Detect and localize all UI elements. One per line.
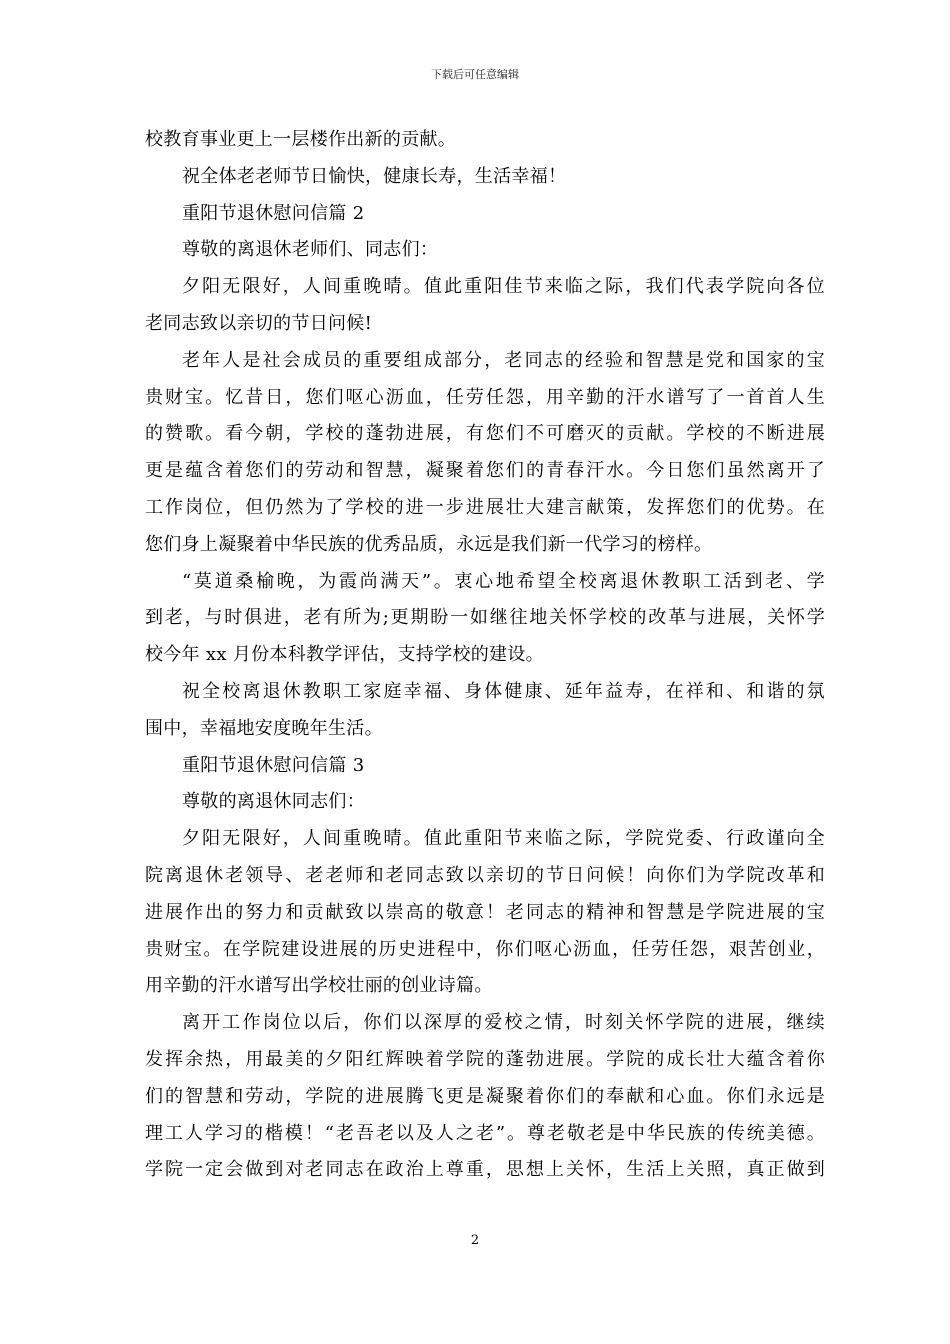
text-line: 工作岗位，但仍然为了学校的进一步进展壮大建言献策，发挥您们的优势。在 xyxy=(145,496,825,518)
text-line: 发挥余热，用最美的夕阳红辉映着学院的蓬勃进展。学院的成长壮大蕴含着你 xyxy=(145,1048,825,1070)
salutation: 尊敬的离退休同志们： xyxy=(182,791,365,813)
text-line: 用辛勤的汗水谱写出学校壮丽的创业诗篇。 xyxy=(145,975,493,997)
text-line: 老年人是社会成员的重要组成部分，老同志的经验和智慧是党和国家的宝 xyxy=(182,349,825,371)
text-line: 到老，与时俱进，老有所为;更期盼一如继往地关怀学校的改革与进展，关怀学 xyxy=(145,607,825,629)
text-line: 的赞歌。看今朝，学校的蓬勃进展，有您们不可磨灭的贡献。学校的不断进展 xyxy=(145,423,825,445)
section-heading: 重阳节退休慰问信篇 3 xyxy=(182,754,365,776)
text-line: 夕阳无限好，人间重晚晴。值此重阳佳节来临之际，我们代表学院向各位 xyxy=(182,276,825,298)
text-line: 校今年 xx 月份本科教学评估，支持学校的建设。 xyxy=(145,644,544,666)
text-line: 贵财宝。在学院建设进展的历史进程中，你们呕心沥血，任劳任怨，艰苦创业， xyxy=(145,938,825,960)
text-line: 祝全体老老师节日愉快，健康长寿，生活幸福！ xyxy=(182,165,567,187)
text-line: 校教育事业更上一层楼作出新的贡献。 xyxy=(145,129,457,150)
page-number: 2 xyxy=(470,1233,480,1248)
text-line: 理工人学习的楷模！“老吾老以及人之老”。尊老敬老是中华民族的传统美德。 xyxy=(145,1122,825,1144)
text-line: 进展作出的努力和贡献致以崇高的敬意！老同志的精神和智慧是学院进展的宝 xyxy=(145,901,825,923)
text-line: 离开工作岗位以后，你们以深厚的爱校之情，时刻关怀学院的进展，继续 xyxy=(182,1012,825,1034)
text-line: 老同志致以亲切的节日问候! xyxy=(145,312,373,334)
text-line: 围中，幸福地安度晚年生活。 xyxy=(145,717,383,739)
text-line: 贵财宝。忆昔日，您们呕心沥血，任劳任怨，用辛勤的汗水谱写了一首首人生 xyxy=(145,386,825,408)
salutation: 尊敬的离退休老师们、同志们： xyxy=(182,239,439,261)
text-line: “莫道桑榆晚，为霞尚满天”。衷心地希望全校离退休教职工活到老、学 xyxy=(182,570,825,592)
text-line: 更是蕴含着您们的劳动和智慧，凝聚着您们的青春汗水。今日您们虽然离开了 xyxy=(145,460,825,482)
text-line: 夕阳无限好，人间重晚晴。值此重阳节来临之际，学院党委、行政谨向全 xyxy=(182,828,825,850)
text-line: 您们身上凝聚着中华民族的优秀品质，永远是我们新一代学习的榜样。 xyxy=(145,533,713,555)
section-heading: 重阳节退休慰问信篇 2 xyxy=(182,202,365,224)
document-body xyxy=(145,122,825,1189)
page-header: 下载后可任意编辑 xyxy=(431,68,519,81)
text-line: 们的智慧和劳动，学院的进展腾飞更是凝聚着你们的奉献和心血。你们永远是 xyxy=(145,1085,825,1107)
text-line: 院离退休老领导、老老师和老同志致以亲切的节日问候！向你们为学院改革和 xyxy=(145,864,825,886)
text-line: 学院一定会做到对老同志在政治上尊重，思想上关怀，生活上关照，真正做到 xyxy=(145,1159,825,1181)
text-line: 祝全校离退休教职工家庭幸福、身体健康、延年益寿，在祥和、和谐的氛 xyxy=(182,680,825,702)
